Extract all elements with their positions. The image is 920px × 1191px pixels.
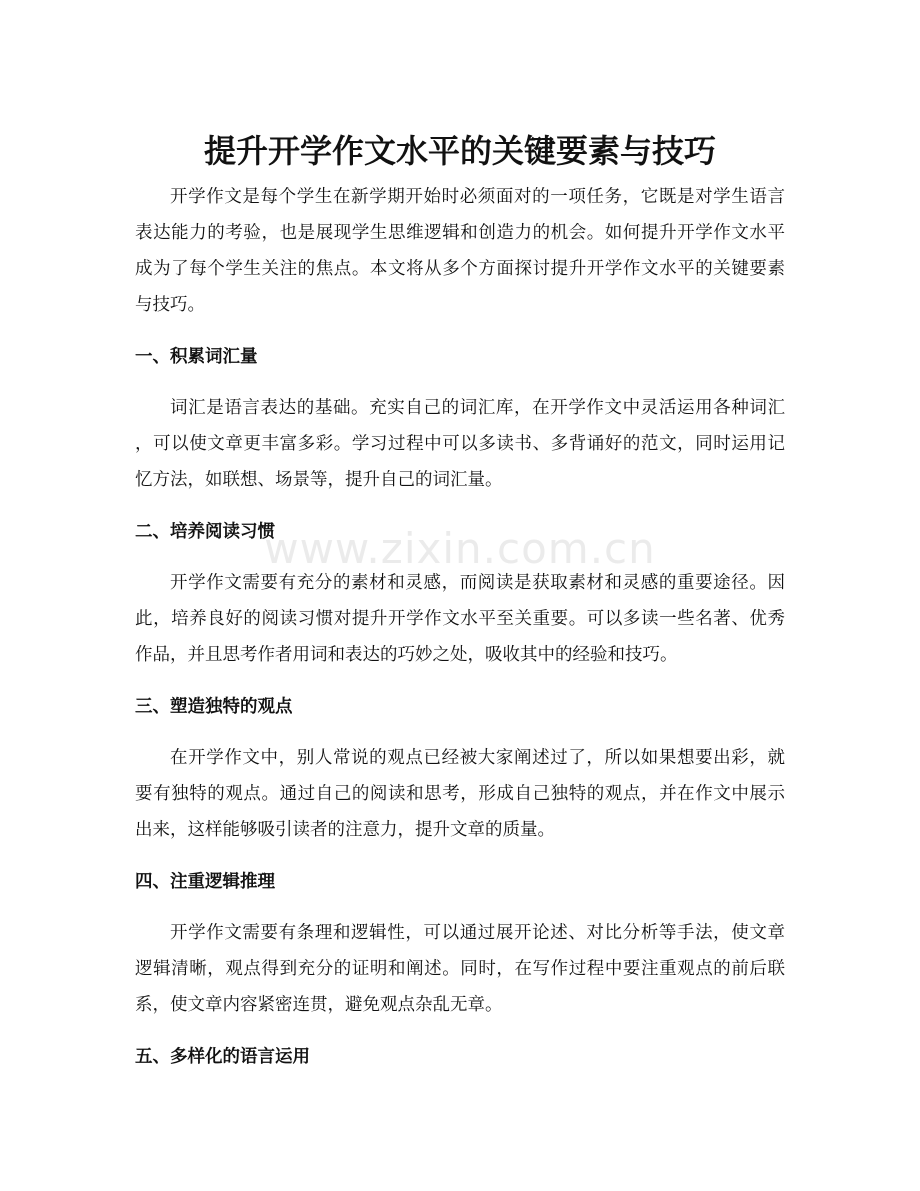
paragraph-line: 表达能力的考验，也是展现学生思维逻辑和创造力的机会。如何提升开学作文水平 bbox=[135, 223, 785, 243]
section-heading: 一、积累词汇量 bbox=[135, 347, 258, 367]
section-heading: 二、培养阅读习惯 bbox=[135, 522, 275, 542]
section-paragraph bbox=[135, 915, 785, 1023]
paragraph-line: 成为了每个学生关注的焦点。本文将从多个方面探讨提升开学作文水平的关键要素 bbox=[135, 259, 785, 279]
paragraph-line: 此，培养良好的阅读习惯对提升开学作文水平至关重要。可以多读一些名著、优秀 bbox=[135, 609, 785, 629]
watermark: www.zixin.com.cn bbox=[264, 524, 656, 573]
section-heading: 三、塑造独特的观点 bbox=[135, 697, 293, 717]
paragraph-line: 逻辑清晰，观点得到充分的证明和阐述。同时，在写作过程中要注重观点的前后联 bbox=[135, 959, 785, 979]
paragraph-line: 忆方法，如联想、场景等，提升自己的词汇量。 bbox=[135, 470, 503, 490]
document-title: 提升开学作文水平的关键要素与技巧 bbox=[203, 132, 716, 171]
section-paragraph bbox=[135, 565, 785, 673]
paragraph-line: 在开学作文中，别人常说的观点已经被大家阐述过了，所以如果想要出彩，就 bbox=[170, 748, 785, 768]
paragraph-line: 作品，并且思考作者用词和表达的巧妙之处，吸收其中的经验和技巧。 bbox=[135, 645, 678, 665]
paragraph-line: 系，使文章内容紧密连贯，避免观点杂乱无章。 bbox=[135, 995, 503, 1015]
paragraph-line: 开学作文是每个学生在新学期开始时必须面对的一项任务，它既是对学生语言 bbox=[170, 187, 785, 207]
section-heading: 五、多样化的语言运用 bbox=[135, 1047, 310, 1067]
paragraph-line: ，可以使文章更丰富多彩。学习过程中可以多读书、多背诵好的范文，同时运用记 bbox=[135, 434, 785, 454]
intro-paragraph bbox=[135, 179, 785, 323]
section-paragraph bbox=[135, 740, 785, 848]
paragraph-line: 要有独特的观点。通过自己的阅读和思考，形成自己独特的观点，并在作文中展示 bbox=[135, 784, 785, 804]
paragraph-line: 出来，这样能够吸引读者的注意力，提升文章的质量。 bbox=[135, 820, 555, 840]
section-paragraph bbox=[135, 390, 785, 498]
paragraph-line: 开学作文需要有充分的素材和灵感，而阅读是获取素材和灵感的重要途径。因 bbox=[170, 573, 785, 593]
document-body bbox=[135, 179, 785, 1075]
paragraph-line: 开学作文需要有条理和逻辑性，可以通过展开论述、对比分析等手法，使文章 bbox=[170, 923, 785, 943]
paragraph-line: 与技巧。 bbox=[135, 295, 205, 315]
paragraph-line: 词汇是语言表达的基础。充实自己的词汇库，在开学作文中灵活运用各种词汇 bbox=[170, 398, 785, 418]
section-heading: 四、注重逻辑推理 bbox=[135, 872, 275, 892]
